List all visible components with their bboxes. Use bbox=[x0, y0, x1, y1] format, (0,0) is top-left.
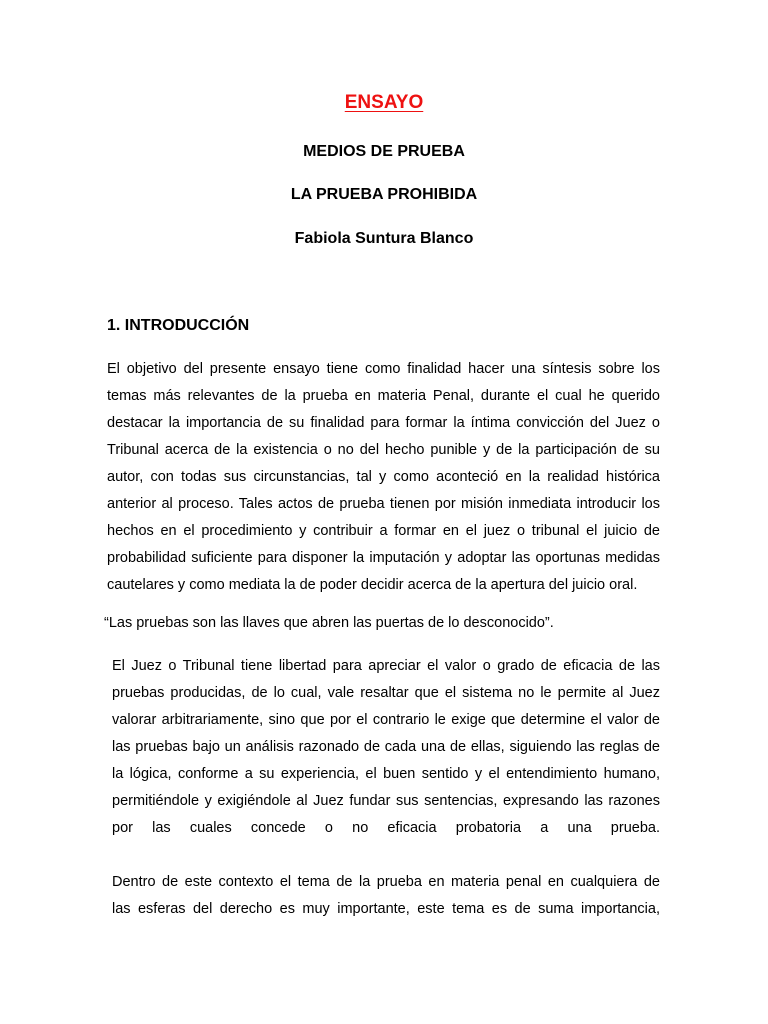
paragraph-line: por las cuales concede o no eficacia probatoria a una prueba. bbox=[112, 820, 660, 836]
paragraph-line: cautelares y como mediata la de poder decidir acerca de la apertura del juicio oral. bbox=[107, 577, 638, 593]
paragraph-2 bbox=[112, 653, 660, 842]
paragraph-line: anterior al proceso. Tales actos de prueba tienen por misión inmediata introducir los bbox=[107, 496, 660, 512]
section-heading: 1. INTRODUCCIÓN bbox=[107, 317, 250, 334]
paragraph-line: permitiéndole y exigiéndole al Juez fundar sus sentencias, expresando las razones bbox=[112, 793, 660, 809]
paragraph-line: valorar arbitrariamente, sino que por el contrario le exige que determine el valor de bbox=[112, 712, 660, 728]
paragraph-line: autor, con todas sus circunstancias, tal y como aconteció en la realidad histórica bbox=[107, 469, 660, 485]
paragraph-line: destacar la importancia de su finalidad para formar la íntima convicción del Juez o bbox=[107, 415, 660, 431]
paragraph-line: El objetivo del presente ensayo tiene como finalidad hacer una síntesis sobre los bbox=[107, 361, 660, 377]
paragraph-line: la lógica, conforme a su experiencia, el buen sentido y el entendimiento humano, bbox=[112, 766, 660, 782]
quote: “Las pruebas son las llaves que abren las puertas de lo desconocido”. bbox=[104, 615, 554, 631]
paragraph-line: las esferas del derecho es muy importante, este tema es de suma importancia, bbox=[112, 901, 660, 917]
document-subtitle-1: MEDIOS DE PRUEBA bbox=[303, 143, 465, 160]
paragraph-line: Tribunal acerca de la existencia o no del hecho punible y de la participación de su bbox=[107, 442, 660, 458]
document-title-text: ENSAYO bbox=[344, 92, 424, 113]
paragraph-line: El Juez o Tribunal tiene libertad para apreciar el valor o grado de eficacia de las bbox=[112, 658, 660, 674]
paragraph-3 bbox=[112, 869, 660, 923]
paragraph-line: Dentro de este contexto el tema de la prueba en materia penal en cualquiera de bbox=[112, 874, 660, 890]
paragraph-line: temas más relevantes de la prueba en materia Penal, durante el cual he querido bbox=[107, 388, 660, 404]
document-author: Fabiola Suntura Blanco bbox=[294, 230, 474, 247]
document-title bbox=[0, 91, 768, 115]
document-subtitle-2: LA PRUEBA PROHIBIDA bbox=[290, 186, 478, 203]
paragraph-1 bbox=[107, 356, 660, 599]
paragraph-line: las pruebas bajo un análisis razonado de cada una de ellas, siguiendo las reglas de bbox=[112, 739, 660, 755]
paragraph-line: probabilidad suficiente para disponer la imputación y adoptar las oportunas medidas bbox=[107, 550, 660, 566]
paragraph-line: hechos en el procedimiento y contribuir a formar en el juez o tribunal el juicio de bbox=[107, 523, 660, 539]
paragraph-line: pruebas producidas, de lo cual, vale resaltar que el sistema no le permite al Juez bbox=[112, 685, 660, 701]
